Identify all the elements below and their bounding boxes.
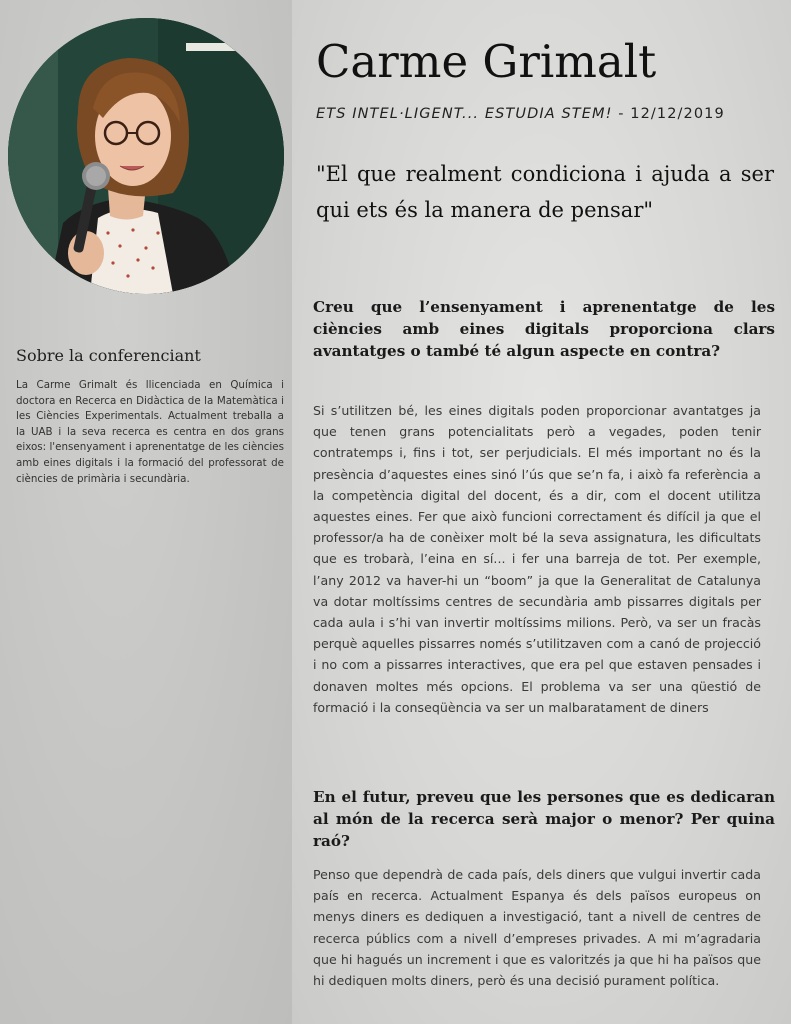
- about-speaker-bio: La Carme Grimalt és llicenciada en Química i doctora en Recerca en Didàctica de la Matemàtica i les Ciències Experimentals. Actualment treballa a la UAB i la seva recerca es centra en dos grans eixos: l'ensenyament i aprenentatge de les ciències amb eines digitals i la formació del professorat de ciències de primària i secundària.: [16, 379, 284, 485]
- about-speaker-heading: Sobre la conferenciant: [16, 346, 201, 365]
- interview-answer-2: Penso que dependrà de cada país, dels diners que vulgui invertir cada país en recerca. Actualment Espanya és dels països europeus on menys diners es dediquen a investigació, tant a nivell de centres de recerca públics com a nivell d’empreses privades. A mi m’agradaria que hi hagués un increment i que es valoritzés ja que hi ha països que hi dediquen molts diners, però és una decisió purament política.: [313, 867, 761, 989]
- speaker-quote: "El que realment condiciona i ajuda a ser qui ets és la manera de pensar": [316, 162, 774, 222]
- event-date: - 12/12/2019: [618, 106, 725, 122]
- interview-answer-1: Si s’utilitzen bé, les eines digitals poden proporcionar avantatges ja que tenen grans potencialitats però a vegades, poden tenir contratemps i, fins i tot, ser perjudicials. El més important no és la presència d’aquestes eines sinó l’ús que se’n fa, i això fa referència a la competència digital del docent, és a dir, com el docent utilitza aquestes eines. Fer que això funcioni correctament és difícil ja que el professor/a ha de conèixer molt bé la seva assignatura, les dificultats que es trobarà, l’eina en sí... i fer una barreja de tot. Per exemple, l’any 2012 va haver-hi un “boom” ja que la Generalitat de Catalunya va dotar moltíssims centres de secundària amb pissarres digitals per cada aula i s’hi van invertir moltíssims milions. Però, va ser un fracàs perquè aquelles pissarres només s’utilitzaven com a canó de projecció i no com a pissarres interactives, que era pel que estaven pensades i donaven moltes més opcions. El problema va ser una qüestió de formació i la conseqüència va ser un malbaratament de diners: [313, 403, 761, 715]
- speaker-name: Carme Grimalt: [316, 35, 657, 88]
- event-title: ETS INTEL·LIGENT... ESTUDIA STEM!: [316, 106, 613, 122]
- event-subtitle: [316, 106, 776, 122]
- interview-question-2: En el futur, preveu que les persones que es dedicaran al món de la recerca serà major o menor? Per quina raó?: [313, 788, 775, 850]
- interview-question-1: Creu que l’ensenyament i aprenentatge de les ciències amb eines digitals proporciona clars avantatges o també té algun aspecte en contra?: [313, 298, 775, 360]
- speaker-photo: [8, 18, 284, 294]
